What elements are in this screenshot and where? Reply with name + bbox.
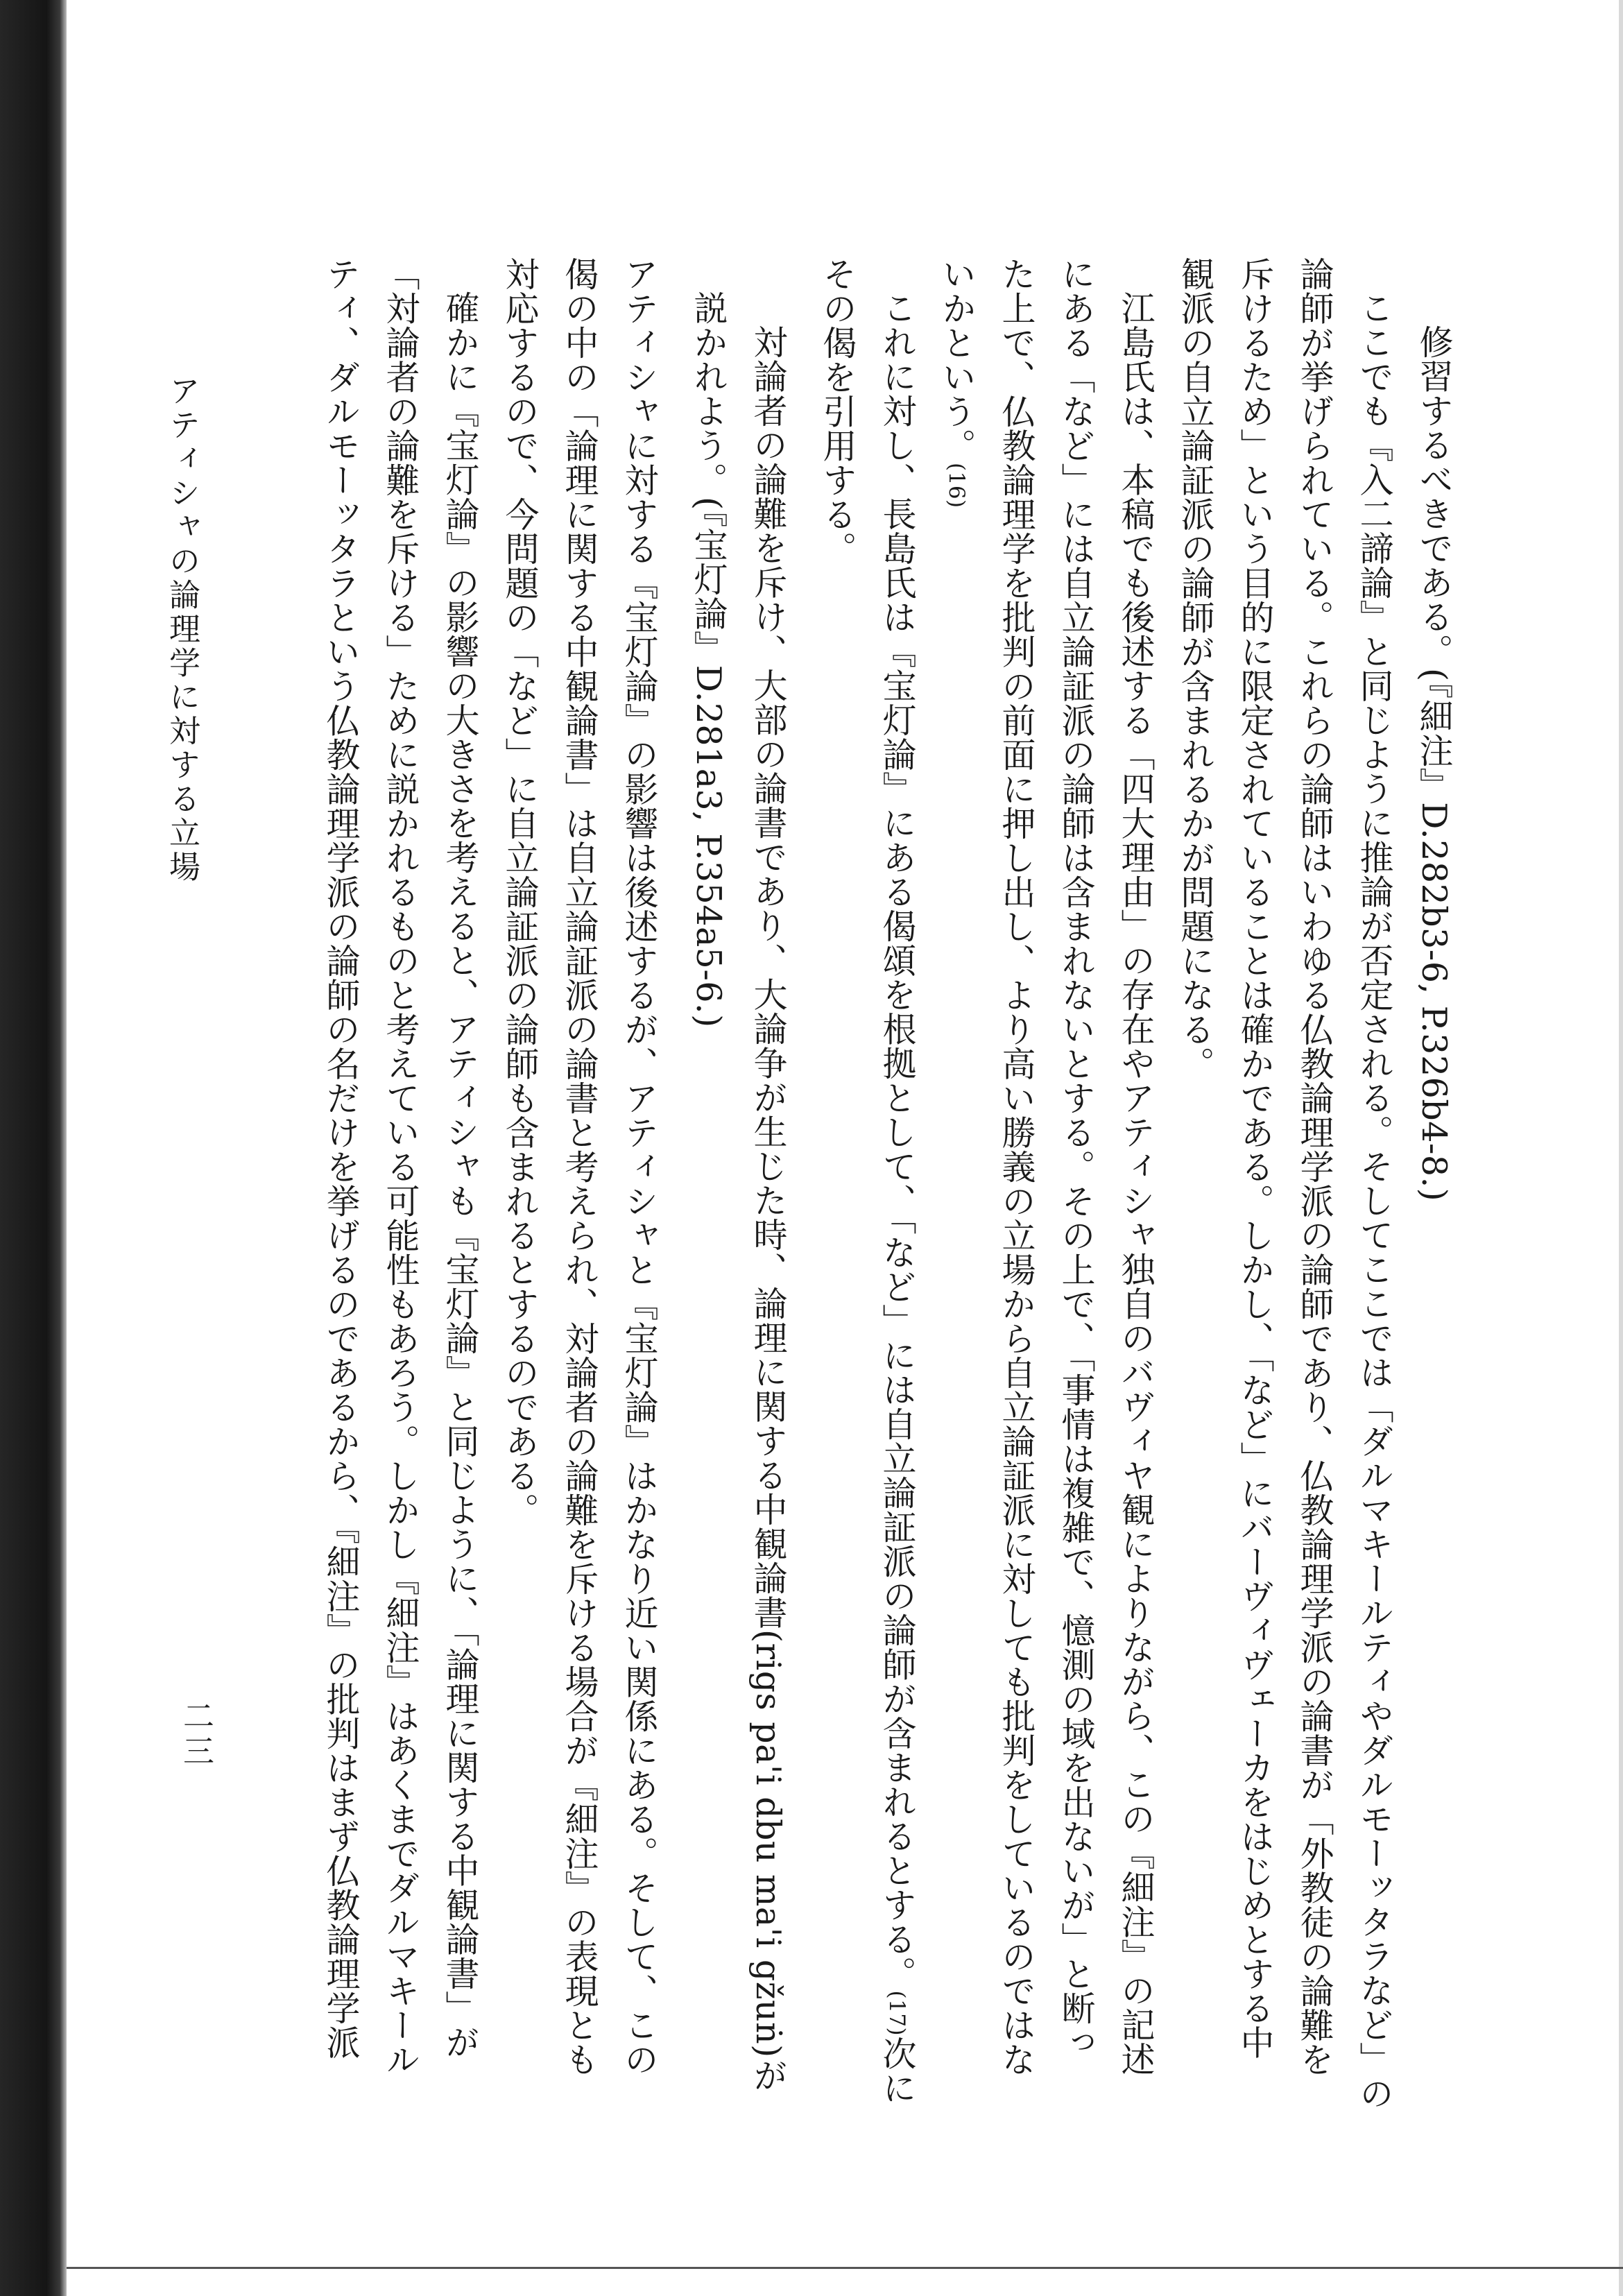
bottom-rule (67, 2267, 1623, 2269)
text-line (430, 257, 490, 2074)
text-line (1225, 257, 1285, 2074)
line-text: アティシャに対する『宝灯論』の影響は後述するが、アティシャと『宝灯論』はかなり近い関係にある。そして、この (619, 257, 659, 2077)
text-line (1404, 257, 1463, 2074)
line-text: いかという。 (937, 257, 977, 463)
text-line (490, 257, 549, 2074)
text-line (549, 257, 609, 2077)
text-line (1285, 257, 1344, 2077)
line-text: にある「など」には自立論証派の論師は含まれないとする。その上で、「事情は複雑で、憶測の域を出ないが」と断っ (1056, 257, 1096, 2059)
text-line (1165, 257, 1225, 2074)
line-text: ここでも『入二諦論』と同じように推論が否定される。そしてここでは「ダルマキールティやダルモーッタラなど」の (1355, 291, 1394, 2111)
text-line (609, 257, 669, 2077)
running-head: アティシャの論理学に対する立場 (164, 375, 200, 884)
scan-edge (0, 0, 67, 2296)
line-text: 修習するべきである。(『細注』D.282b3-6, P.326b4-8.) (1414, 325, 1454, 1202)
line-text-tail: 次に (877, 2036, 917, 2105)
line-text: た上で、仏教論理学を批判の前面に押し出し、より高い勝義の立場から自立論証派に対しても批判をしているのではな (997, 257, 1036, 2077)
text-line (370, 257, 430, 2077)
text-line (1344, 257, 1404, 2111)
footnote-ref: (17) (884, 1990, 909, 2037)
text-line (986, 257, 1046, 2077)
text-line (1046, 257, 1106, 2074)
line-text: ティ、ダルモーッタラという仏教論理学派の論師の名だけを挙げるのであるから、『細注』の批判はまず仏教論理学派 (321, 257, 361, 2059)
scan-edge-right (1619, 0, 1623, 2296)
text-line (927, 257, 986, 2074)
text-line (867, 257, 927, 2105)
body-text (311, 257, 1463, 2111)
line-text: 対応するので、今問題の「など」に自立論証派の論師も含まれるとするのである。 (500, 257, 540, 1527)
footnote-ref: (16) (944, 463, 969, 508)
text-line (1106, 257, 1165, 2074)
line-text: 偈の中の「論理に関する中観論書」は自立論証派の論書と考えられ、対論者の論難を斥ける場合が『細注』の表現とも (560, 257, 599, 2077)
paragraph-gap (669, 257, 678, 2074)
line-text: 論師が挙げられている。これらの論師はいわゆる仏教論理学派の論師であり、仏教論理学派の論書が「外教徒の論難を (1295, 257, 1334, 2077)
line-text: 対論者の論難を斥け、大部の論書であり、大論争が生じた時、論理に関する中観論書(rigs pa'i dbu ma'i gžuṅ)が (748, 325, 788, 2093)
text-line (678, 257, 738, 2074)
line-text: その偈を引用する。 (818, 257, 857, 566)
text-line (807, 257, 867, 2074)
text-line (311, 257, 370, 2074)
line-text: 「対論者の論難を斥ける」ために説かれるものと考えている可能性もあろう。しかし『細注』はあくまでダルマキール (381, 257, 420, 2077)
line-text: 斥けるため」という目的に限定されていることは確かである。しかし、「など」にバーヴィヴェーカをはじめとする中 (1235, 257, 1275, 2059)
page-number: 二三 (178, 1699, 214, 1770)
line-text: 確かに『宝灯論』の影響の大きさを考えると、アティシャも『宝灯論』と同じように、「論理に関する中観論書」が (440, 291, 480, 2059)
paragraph-gap (798, 257, 807, 2074)
line-text: 観派の自立論証派の論師が含まれるかが問題になる。 (1176, 257, 1215, 1081)
line-text: 江島氏は、本稿でも後述する「四大理由」の存在やアティシャ独自のバヴィヤ観によりながら、この『細注』の記述 (1116, 291, 1156, 2076)
text-line (738, 257, 798, 2093)
line-text: 説かれよう。(『宝灯論』D.281a3, P.354a5-6.) (689, 291, 728, 1028)
line-text: これに対し、長島氏は『宝灯論』にある偈頌を根拠として、「など」には自立論証派の論師が含まれるとする。 (877, 291, 917, 1991)
